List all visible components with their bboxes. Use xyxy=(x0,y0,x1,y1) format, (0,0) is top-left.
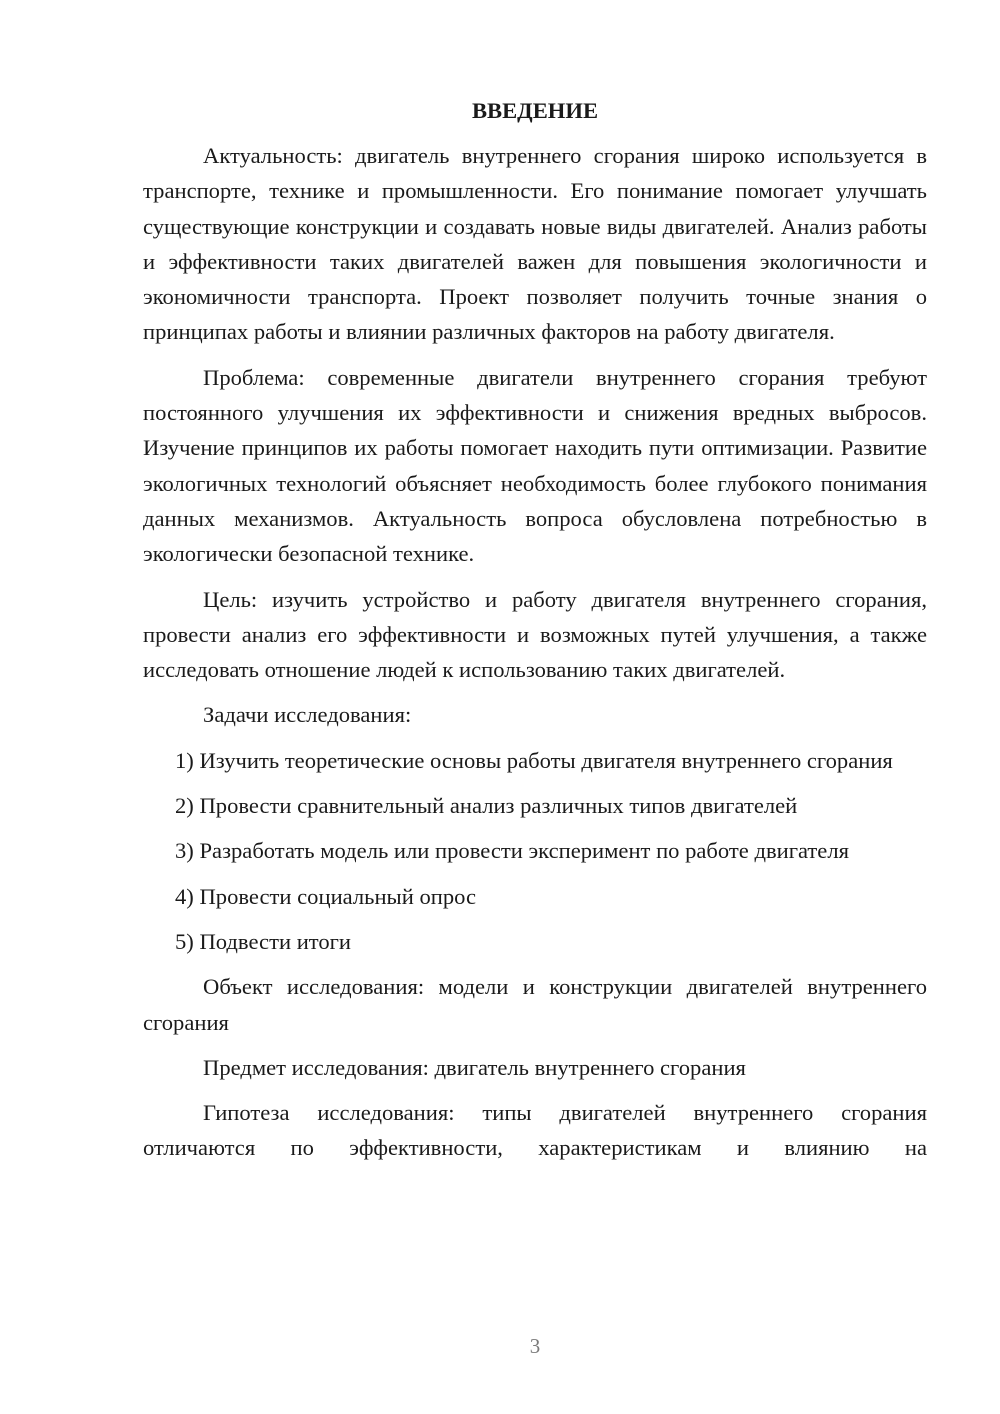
page-content xyxy=(143,96,927,1176)
task-item-1: 1) Изучить теоретические основы работы двигателя внутреннего сгорания xyxy=(175,747,893,773)
hypothesis-paragraph: Гипотеза исследования: типы двигателей внутреннего сгорания отличаются по эффективности, характеристикам и влиянию на xyxy=(143,1100,927,1161)
task-item-2: 2) Провести сравнительный анализ различных типов двигателей xyxy=(175,793,798,819)
subject-paragraph: Предмет исследования: двигатель внутреннего сгорания xyxy=(203,1054,746,1080)
object-paragraph: Объект исследования: модели и конструкции двигателей внутреннего сгорания xyxy=(143,974,927,1035)
section-heading: ВВЕДЕНИЕ xyxy=(471,98,599,123)
task-item-5: 5) Подвести итоги xyxy=(175,928,352,954)
task-item-4: 4) Провести социальный опрос xyxy=(175,883,477,909)
goal-paragraph: Цель: изучить устройство и работу двигателя внутреннего сгорания, провести анализ его эффективности и возможных путей улучшения, а также исследовать отношение людей к использованию таких двигателей. xyxy=(143,586,927,683)
tasks-title: Задачи исследования: xyxy=(203,702,412,728)
page-number: 3 xyxy=(529,1334,541,1358)
problem-paragraph: Проблема: современные двигатели внутреннего сгорания требуют постоянного улучшения их эффективности и снижения вредных выбросов. Изучение принципов их работы помогает находить пути оптимизации. Развитие экологичных технологий объясняет необходимость более глубокого понимания данных механизмов. Актуальность вопроса обусловлена потребностью в экологически безопасной технике. xyxy=(143,364,927,567)
relevance-paragraph: Актуальность: двигатель внутреннего сгорания широко используется в транспорте, технике и промышленности. Его понимание помогает улучшать существующие конструкции и создавать новые виды двигателей. Анализ работы и эффективности таких двигателей важен для повышения экологичности и экономичности транспорта. Проект позволяет получить точные знания о принципах работы и влиянии различных факторов на работу двигателя. xyxy=(143,143,927,345)
task-item-3: 3) Разработать модель или провести эксперимент по работе двигателя xyxy=(175,838,850,864)
